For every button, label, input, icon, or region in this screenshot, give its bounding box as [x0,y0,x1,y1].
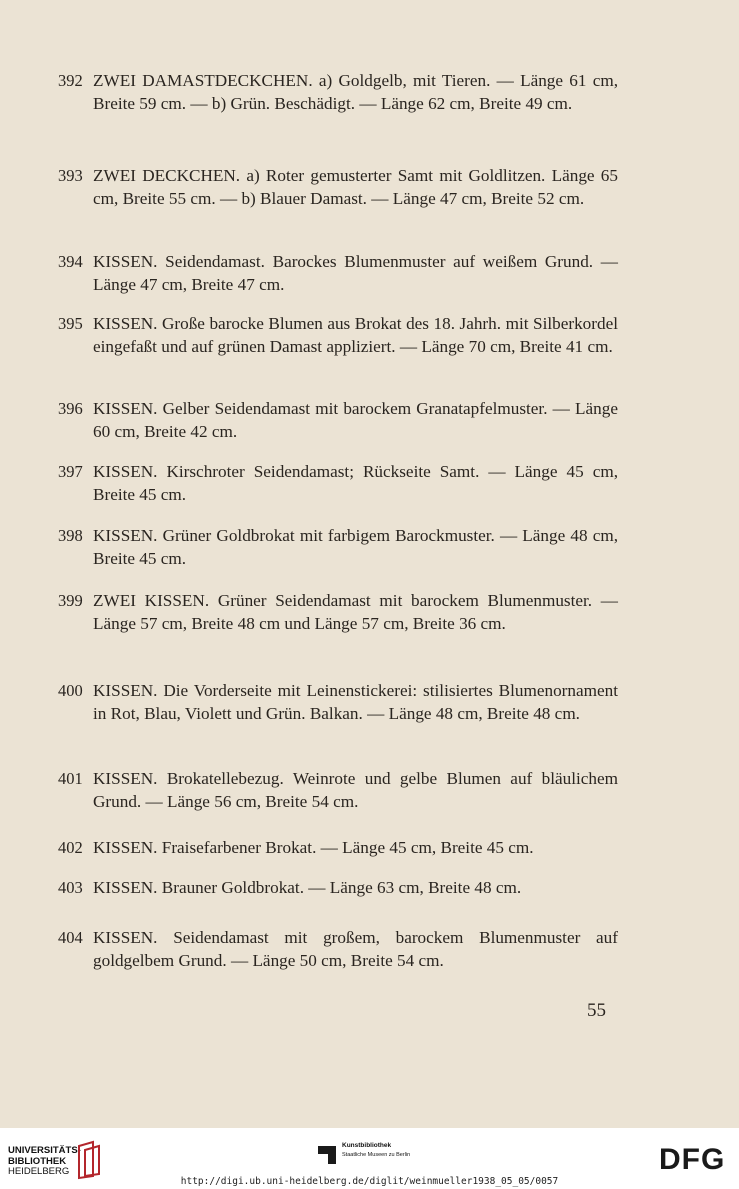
ub-logo-line: UNIVERSITÄTS- [8,1145,81,1156]
entry-number: 402 [58,838,83,857]
catalog-entry [58,926,618,972]
entry-text: KISSEN. Die Vorderseite mit Leinenstickerei: stilisiertes Blumenornament in Rot, Blau, Violett und Grün. Balkan. — Länge 48 cm, Breite 48 cm. [93,681,618,724]
ub-emblem-icon [75,1140,103,1180]
catalog-entry [58,250,618,296]
kb-subtitle: Staatliche Museen zu Berlin [342,1152,411,1158]
ub-heidelberg-logo[interactable] [8,1146,81,1178]
catalog-entry [58,164,618,210]
entry-text: KISSEN. Brauner Goldbrokat. — Länge 63 cm, Breite 48 cm. [93,878,522,897]
entry-text: KISSEN. Gelber Seidendamast mit barockem Granatapfelmuster. — Länge 60 cm, Breite 42 cm. [93,399,618,442]
entry-number: 397 [58,462,83,481]
dfg-logo[interactable]: DFG [659,1143,726,1176]
entry-number: 392 [58,71,83,90]
catalog-entry [58,460,618,506]
entry-text: ZWEI DECKCHEN. a) Roter gemusterter Samt mit Goldlitzen. Länge 65 cm, Breite 55 cm. — b) Blauer Damast. — Länge 47 cm, Breite 52 cm. [93,166,618,209]
ub-logo-line: BIBLIOTHEK [8,1155,67,1167]
entry-number: 398 [58,526,83,545]
source-url-link[interactable]: http://digi.ub.uni-heidelberg.de/diglit/weinmueller1938_05_05/0057 [180,1176,559,1187]
entry-number: 393 [58,166,83,185]
kb-title: Kunstbibliothek [342,1142,392,1149]
kunstbibliothek-emblem-icon [316,1144,338,1166]
entry-text: KISSEN. Seidendamast mit großem, barockem Blumenmuster auf goldgelbem Grund. — Länge 50 cm, Breite 54 cm. [93,928,618,971]
entry-text: KISSEN. Brokatellebezug. Weinrote und gelbe Blumen auf bläulichem Grund. — Länge 56 cm, Breite 54 cm. [93,769,618,812]
entry-text: KISSEN. Kirschroter Seidendamast; Rückseite Samt. — Länge 45 cm, Breite 45 cm. [93,462,618,505]
catalog-entry [58,679,618,725]
catalog-entry [58,312,618,358]
entry-number: 400 [58,681,83,700]
entry-number: 401 [58,769,83,788]
catalog-entry [58,397,618,443]
ub-logo-line: HEIDELBERG [8,1166,70,1177]
catalog-entry [58,69,618,115]
entry-text: KISSEN. Fraisefarbener Brokat. — Länge 45 cm, Breite 45 cm. [93,838,534,857]
catalog-entry [58,876,618,899]
page-number: 55 [587,1000,606,1021]
entry-number: 395 [58,314,83,333]
entry-number: 404 [58,928,83,947]
entry-text: ZWEI KISSEN. Grüner Seidendamast mit barockem Blumenmuster. — Länge 57 cm, Breite 48 cm und Länge 57 cm, Breite 36 cm. [93,591,618,634]
entry-text: KISSEN. Große barocke Blumen aus Brokat des 18. Jahrh. mit Silberkordel eingefaßt und auf grünen Damast appliziert. — Länge 70 cm, Breite 41 cm. [93,314,618,357]
entry-number: 403 [58,878,83,897]
catalog-entry [58,589,618,635]
entry-text: ZWEI DAMASTDECKCHEN. a) Goldgelb, mit Tieren. — Länge 61 cm, Breite 59 cm. — b) Grün. Beschädigt. — Länge 62 cm, Breite 49 cm. [93,71,618,114]
catalog-entry [58,767,618,813]
entry-number: 399 [58,591,83,610]
catalog-entry [58,524,618,570]
entry-text: KISSEN. Seidendamast. Barockes Blumenmuster auf weißem Grund. — Länge 47 cm, Breite 47 cm. [93,252,618,295]
entry-number: 394 [58,252,83,271]
catalog-entry [58,836,618,859]
entry-number: 396 [58,399,83,418]
entry-text: KISSEN. Grüner Goldbrokat mit farbigem Barockmuster. — Länge 48 cm, Breite 45 cm. [93,526,618,569]
